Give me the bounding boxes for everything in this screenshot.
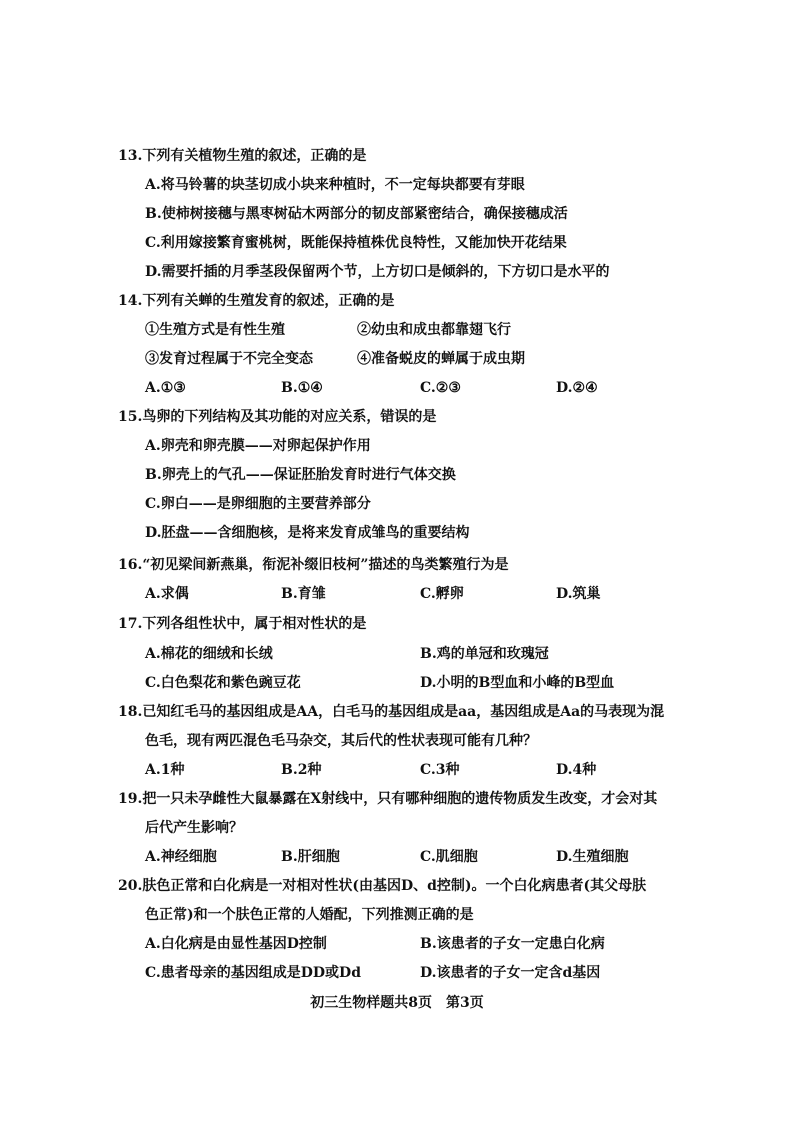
q19-option-d: D.生殖细胞: [556, 849, 629, 865]
q13-option-b: B.使柿树接穗与黑枣树砧木两部分的韧皮部紧密结合，确保接穗成活: [145, 206, 568, 222]
q15-option-c: C.卵白——是卵细胞的主要营养部分: [145, 496, 371, 512]
q14-statement-1: ①生殖方式是有性生殖: [145, 322, 285, 338]
q19-stem-line1: 19.把一只未孕雌性大鼠暴露在X射线中，只有哪种细胞的遗传物质发生改变，才会对其: [118, 791, 658, 807]
q14-statement-2: ②幼虫和成虫都靠翅飞行: [357, 322, 511, 338]
q17-option-d: D.小明的B型血和小峰的B型血: [420, 675, 615, 691]
q20-option-d: D.该患者的子女一定含d基因: [420, 965, 601, 981]
q13-option-a: A.将马铃薯的块茎切成小块来种植时，不一定每块都要有芽眼: [145, 177, 525, 193]
q14-option-a: A.①③: [145, 380, 186, 396]
q14-option-d: D.②④: [556, 380, 598, 396]
q18-stem-line1: 18.已知红毛马的基因组成是AA，白毛马的基因组成是aa，基因组成是Aa的马表现为混: [118, 704, 665, 720]
q13-option-d: D.需要扦插的月季茎段保留两个节，上方切口是倾斜的，下方切口是水平的: [145, 264, 610, 280]
q14-option-c: C.②③: [420, 380, 461, 396]
q20-stem-line1: 20.肤色正常和白化病是一对相对性状(由基因D、d控制)。一个白化病患者(其父母肤: [118, 878, 647, 894]
q15-option-d: D.胚盘——含细胞核，是将来发育成雏鸟的重要结构: [145, 525, 470, 541]
q16-stem: 16.“初见梁间新燕巢，衔泥补缀旧枝柯”描述的鸟类繁殖行为是: [118, 557, 509, 573]
q16-option-d: D.筑巢: [556, 586, 601, 602]
q20-option-b: B.该患者的子女一定患白化病: [420, 936, 605, 952]
q20-stem-line2: 色正常)和一个肤色正常的人婚配，下列推测正确的是: [145, 907, 474, 923]
page-footer: 初三生物样题共8页 第3页: [310, 995, 484, 1011]
q19-option-c: C.肌细胞: [420, 849, 478, 865]
q13-option-c: C.利用嫁接繁育蜜桃树，既能保持植株优良特性，又能加快开花结果: [145, 235, 567, 251]
q14-statement-3: ③发育过程属于不完全变态: [145, 351, 313, 367]
q14-option-b: B.①④: [281, 380, 323, 396]
q14-statement-4: ④准备蜕皮的蝉属于成虫期: [357, 351, 525, 367]
q13-stem: 13.下列有关植物生殖的叙述，正确的是: [118, 148, 367, 164]
q15-stem: 15.鸟卵的下列结构及其功能的对应关系，错误的是: [118, 409, 437, 425]
q17-stem: 17.下列各组性状中，属于相对性状的是: [118, 616, 367, 632]
q18-option-d: D.4种: [556, 762, 597, 778]
q16-option-a: A.求偶: [145, 586, 189, 602]
q19-stem-line2: 后代产生影响？: [145, 820, 243, 836]
q20-option-c: C.患者母亲的基因组成是DD或Dd: [145, 965, 361, 981]
q20-option-a: A.白化病是由显性基因D控制: [145, 936, 327, 952]
q18-option-c: C.3种: [420, 762, 460, 778]
q14-stem: 14.下列有关蝉的生殖发育的叙述，正确的是: [118, 293, 395, 309]
q16-option-c: C.孵卵: [420, 586, 464, 602]
q17-option-a: A.棉花的细绒和长绒: [145, 646, 273, 662]
q18-option-a: A.1种: [145, 762, 185, 778]
q19-option-a: A.神经细胞: [145, 849, 217, 865]
q19-option-b: B.肝细胞: [281, 849, 340, 865]
q17-option-b: B.鸡的单冠和玫瑰冠: [420, 646, 549, 662]
q18-stem-line2: 色毛，现有两匹混色毛马杂交，其后代的性状表现可能有几种？: [145, 733, 537, 749]
q15-option-b: B.卵壳上的气孔——保证胚胎发育时进行气体交换: [145, 467, 456, 483]
q17-option-c: C.白色梨花和紫色豌豆花: [145, 675, 301, 691]
q18-option-b: B.2种: [281, 762, 322, 778]
q16-option-b: B.育雏: [281, 586, 326, 602]
q15-option-a: A.卵壳和卵壳膜——对卵起保护作用: [145, 438, 371, 454]
